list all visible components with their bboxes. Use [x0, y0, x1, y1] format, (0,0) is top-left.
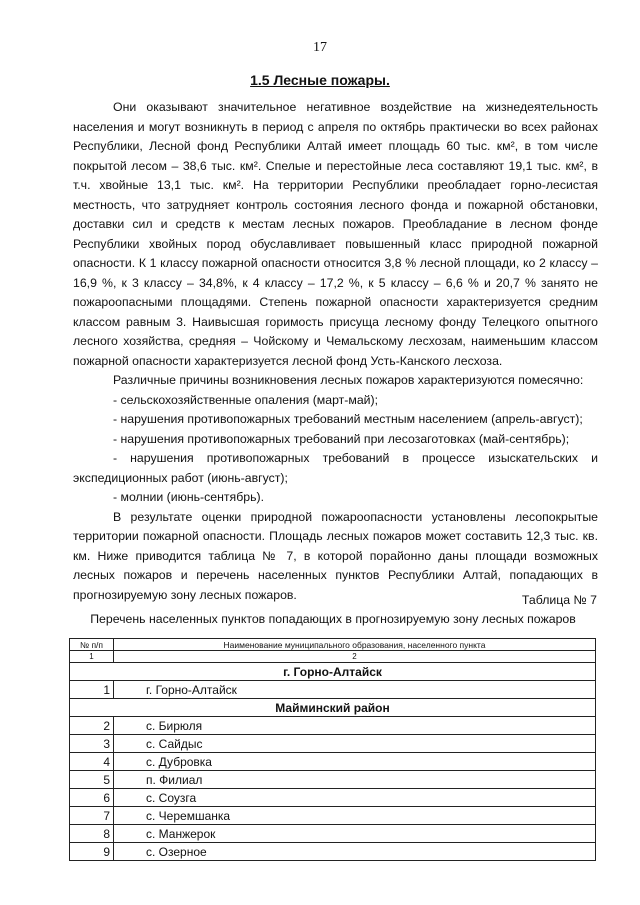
column-index: 1 [70, 651, 114, 663]
row-number: 3 [70, 735, 114, 753]
settlement-name: с. Озерное [114, 843, 596, 861]
paragraph-assessment: В результате оценки природной пожароопасности установлены лесопокрытые территории пожарной опасности. Площадь лесных пожаров может составить 12,3 тыс. кв. км. Ниже приводится таблица № 7, в которой порайонно даны площади возможных лесных пожаров и перечень населенных пунктов Республики Алтай, попадающих в прогнозируемую зону лесных пожаров. [73, 509, 598, 602]
table-label: Таблица № 7 [521, 593, 597, 607]
settlement-name: с. Манжерок [114, 825, 596, 843]
settlement-name: с. Дубровка [114, 753, 596, 771]
row-number: 1 [70, 681, 114, 699]
column-index-row [70, 651, 596, 663]
paragraph-causes: Различные причины возникновения лесных пожаров характеризуются помесячно: [113, 373, 584, 387]
row-number: 9 [70, 843, 114, 861]
settlement-name: с. Соузга [114, 789, 596, 807]
page-number: 17 [313, 40, 327, 55]
settlement-name: с. Сайдыс [114, 735, 596, 753]
table-row [70, 735, 596, 753]
table-row [70, 825, 596, 843]
header-number: № п/п [70, 639, 114, 651]
table-caption: Перечень населенных пунктов попадающих в прогнозируемую зону лесных пожаров [90, 612, 576, 626]
paragraph-intro: Они оказывают значительное негативное воздействие на жизнедеятельность населения и могут возникнуть в период с апреля по октябрь практически во всех районах Республики, Лесной фонд Республики Алтай имеет площадь 60 тыс. км², в том числе покрытой лесом – 38,6 тыс. км². Спелые и перестойные леса составляют 19,1 тыс. км², в т.ч. хвойные 13,1 тыс. км². На территории Республики преобладает горно-лесистая местность, что затрудняет контроль состояния лесного фонда и пожарной обстановки, доставки сил и средств к местам лесных пожаров. Преобладание в лесном фонде Республики хвойных пород обуславливает повышенный класс природной пожарной опасности. К 1 классу пожарной опасности относится 3,8 % лесной площади, ко 2 классу – 16,9 %, к 3 классу – 34,8%, к 4 классу – 17,2 %, к 5 классу – 6,6 % и 20,7 % занято не пожароопасными площадями. Степень пожарной опасности характеризуется средним классом равным 3. Наивысшая горимость присуща лесному фонду Телецкого опытного лесного хозяйства, средняя – Чойскому и Чемальскому лесхозам, наименьшим классом пожарной опасности характеризуется лесной фонд Усть-Канского лесхоза. [73, 100, 598, 368]
settlement-name: с. Бирюля [114, 717, 596, 735]
cause-item: - нарушения противопожарных требований при лесозаготовках (май-сентябрь); [113, 431, 570, 446]
row-number: 5 [70, 771, 114, 789]
row-number: 7 [70, 807, 114, 825]
cause-item: - нарушения противопожарных требований местным населением (апрель-август); [113, 412, 583, 426]
row-number: 4 [70, 753, 114, 771]
table-row [70, 771, 596, 789]
settlement-name: п. Филиал [114, 771, 596, 789]
table-row [70, 843, 596, 861]
settlement-name: с. Черемшанка [114, 807, 596, 825]
column-index: 2 [114, 651, 596, 663]
settlement-name: г. Горно-Алтайск [114, 681, 596, 699]
table-row [70, 807, 596, 825]
row-number: 8 [70, 825, 114, 843]
settlements-table [69, 638, 596, 861]
table-row [70, 717, 596, 735]
cause-item: - молнии (июнь-сентябрь). [113, 490, 265, 504]
row-number: 6 [70, 789, 114, 807]
row-number: 2 [70, 717, 114, 735]
table-row [70, 681, 596, 699]
table-header-row [70, 639, 596, 651]
group-row [70, 699, 596, 717]
group-title: Майминский район [70, 699, 596, 717]
group-row [70, 663, 596, 681]
table-row [70, 753, 596, 771]
section-heading: 1.5 Лесные пожары. [250, 72, 390, 88]
table-row [70, 789, 596, 807]
cause-item: - нарушения противопожарных требований в процессе изыскательских и экспедиционных работ (июнь-август); [73, 451, 598, 485]
body-text [73, 98, 598, 605]
cause-item: - сельскохозяйственные опаления (март-май); [113, 392, 379, 407]
header-name: Наименование муниципального образования, населенного пункта [114, 639, 596, 651]
group-title: г. Горно-Алтайск [70, 663, 596, 681]
